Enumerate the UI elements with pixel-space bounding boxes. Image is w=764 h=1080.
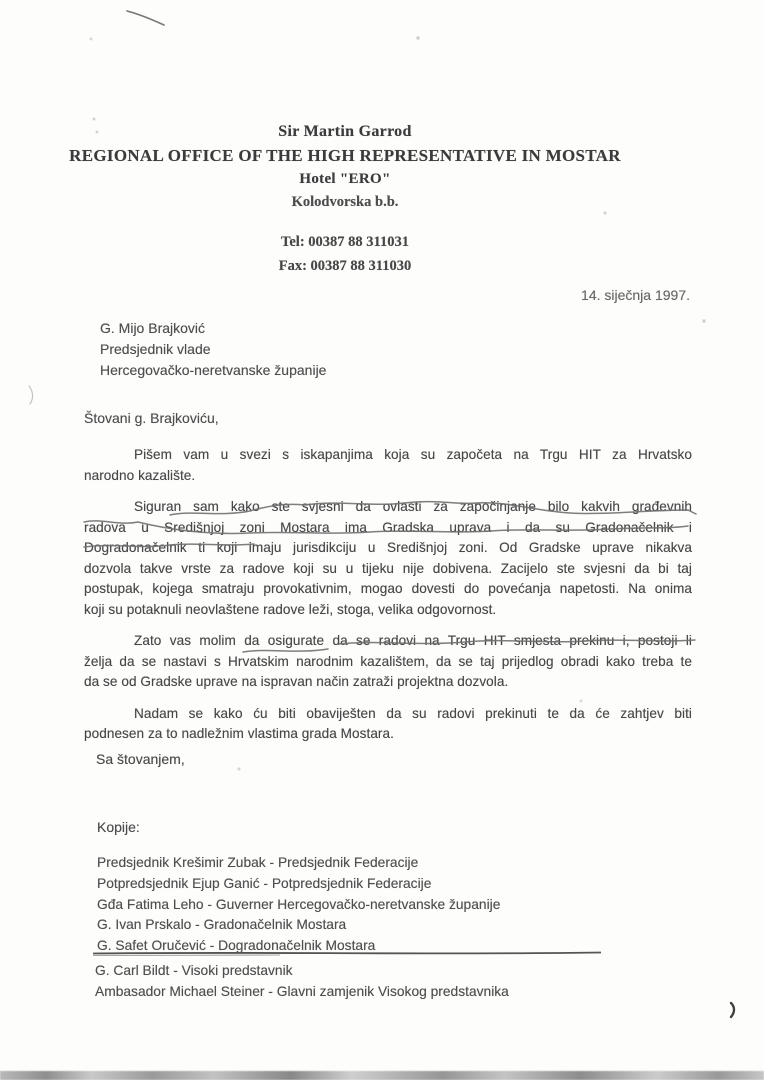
recipient-line: Hercegovačko-neretvanske županije (100, 362, 327, 378)
body-paragraph (84, 445, 692, 486)
office-name: REGIONAL OFFICE OF THE HIGH REPRESENTATIVE IN MOSTAR (69, 146, 621, 165)
telephone-number: Tel: 00387 88 311031 (281, 234, 409, 250)
salutation: Štovani g. Brajkoviću, (84, 410, 219, 426)
copy-recipient-line: Potpredsjednik Ejup Ganić - Potpredsjednik Federacije (97, 875, 432, 891)
body-line: radova u Središnjoj zoni Mostara ima Gradska uprava i da su Gradonačelnik i (84, 519, 692, 535)
copy-recipient-line: G. Ivan Prskalo - Gradonačelnik Mostara (97, 917, 347, 933)
body-paragraph (84, 704, 692, 745)
pen-stroke-top-left-icon (127, 11, 164, 25)
scan-edge-band (0, 1071, 764, 1080)
hotel-line: Hotel "ERO" (299, 171, 391, 187)
street-address: Kolodvorska b.b. (291, 194, 399, 210)
letter-body (84, 445, 692, 756)
copies-list (97, 853, 500, 957)
pencil-mark-left-margin-icon (29, 386, 33, 404)
body-line: Zato vas molim da osigurate da se radovi na Trgu HIT smjesta prekinu i, postoji li (134, 633, 692, 648)
fax-number: Fax: 00387 88 311030 (278, 258, 412, 274)
recipient-block (100, 318, 326, 381)
sender-name: Sir Martin Garrod (278, 123, 412, 140)
copies-label: Kopije: (97, 819, 140, 835)
body-line: koji su potaknuli neovlaštene radove leži, stoga, velika odgovornost. (84, 601, 497, 617)
body-line: postupak, kojega smatraju provokativnim, mogao dovesti do povećanja napetosti. Na onima (84, 581, 692, 596)
letterhead (25, 121, 665, 277)
date-line: 14. siječnja 1997. (581, 287, 690, 303)
closing-line: Sa štovanjem, (96, 751, 185, 767)
copy-recipient-line: Predsjednik Krešimir Zubak - Predsjednik Federacije (97, 855, 419, 870)
body-line: podnesen za to nadležnim vlastima grada Mostara. (84, 726, 394, 741)
footer-recipient-line: Ambasador Michael Steiner - Glavni zamjenik Visokog predstavnika (95, 984, 509, 999)
recipient-line: G. Mijo Brajković (100, 320, 206, 336)
ink-mark-bottom-right-icon (731, 1003, 734, 1017)
footer-recipients (95, 960, 509, 1002)
copy-recipient-line: G. Safet Oručević - Dogradonačelnik Mostara (97, 938, 376, 954)
body-line: Pišem vam u svezi s iskapanjima koja su započeta na Trgu HIT za Hrvatsko (134, 447, 692, 462)
body-line: da se od Gradske uprave na ispravan način zatraži projektna dozvola. (84, 674, 509, 689)
body-line: narodno kazalište. (84, 467, 196, 483)
copy-recipient-line: Gđa Fatima Leho - Guverner Hercegovačko-neretvanske županije (97, 896, 501, 912)
body-line: Dogradonačelnik ti koji imaju jurisdikciju u Središnjoj zoni. Od Gradske uprave nikakva (84, 540, 692, 555)
scan-noise-specks (0, 0, 2, 2)
body-paragraph (84, 631, 692, 693)
footer-recipient-line: G. Carl Bildt - Visoki predstavnik (95, 963, 293, 978)
body-line: Nadam se kako ću biti obaviješten da su radovi prekinuti te da će zahtjev biti (134, 705, 692, 721)
body-line: želja da se nastavi s Hrvatskim narodnim kazalištem, da se taj prijedlog obradi kako treba te (84, 653, 692, 669)
body-line: Siguran sam kako ste svjesni da ovlasti za započinjanje bilo kakvih građevnih (134, 499, 692, 514)
body-line: dozvola takve vrste za radove koji su u tijeku nije dobivena. Zacijelo ste svjesni da bi taj (84, 560, 692, 576)
body-paragraph (84, 497, 692, 620)
recipient-line: Predsjednik vlade (100, 341, 211, 357)
